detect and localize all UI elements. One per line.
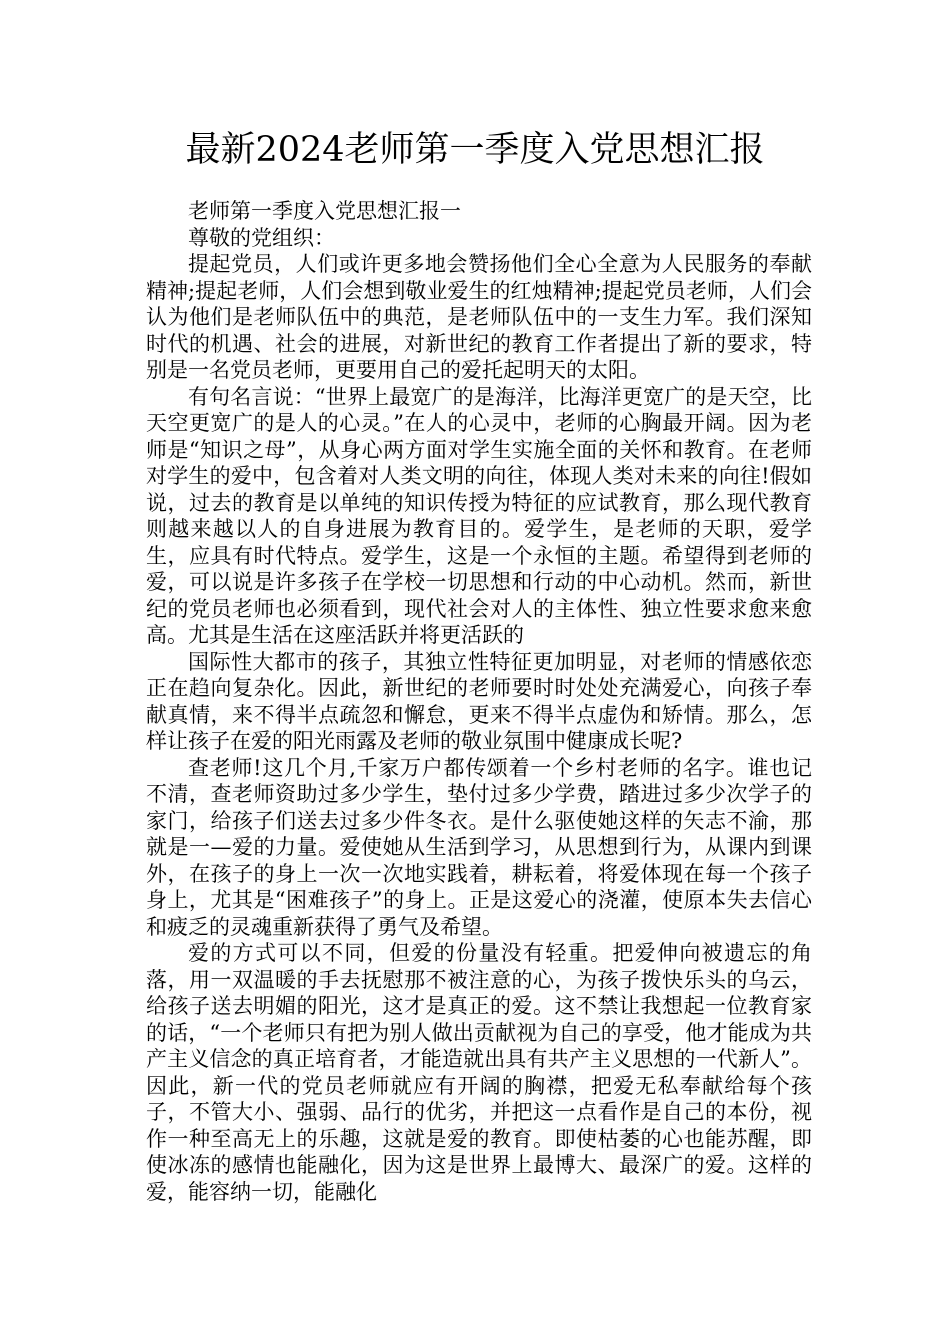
paragraph: 查老师!这几个月,千家万户都传颂着一个乡村老师的名字。谁也记不清，查老师资助过多少学生，垫付过多少学费，踏进过多少次学子的家门，给孩子们送去过多少件冬衣。是什么驱使她这样的矢志不渝，那就是一—爱的力量。爱使她从生活到学习，从思想到行为，从课内到课外，在孩子的身上一次一次地实践着，耕耘着，将爱体现在每一个孩子身上，尤其是“困难孩子”的身上。正是这爱心的浇灌，使原本失去信心和疲乏的灵魂重新获得了勇气及希望。 (146, 755, 812, 939)
document-body (146, 198, 812, 1205)
document-subtitle: 老师第一季度入党思想汇报一 (188, 199, 461, 223)
paragraph: 有句名言说：“世界上最宽广的是海洋，比海洋更宽广的是天空，比天空更宽广的是人的心灵。”在人的心灵中，老师的心胸最开阔。因为老师是“知识之母”，从身心两方面对学生实施全面的关怀和教育。在老师对学生的爱中，包含着对人类文明的向往，体现人类对未来的向往!假如说，过去的教育是以单纯的知识传授为特征的应试教育，那么现代教育则越来越以人的自身进展为教育目的。爱学生，是老师的天职，爱学生，应具有时代特点。爱学生，这是一个永恒的主题。希望得到老师的爱，可以说是许多孩子在学校一切思想和行动的中心动机。然而，新世纪的党员老师也必须看到，现代社会对人的主体性、独立性要求愈来愈高。尤其是生活在这座活跃并将更活跃的 (146, 384, 812, 647)
paragraph: 爱的方式可以不同，但爱的份量没有轻重。把爱伸向被遗忘的角落，用一双温暖的手去抚慰那不被注意的心，为孩子拨快乐头的乌云，给孩子送去明媚的阳光，这才是真正的爱。这不禁让我想起一位教育家的话，“一个老师只有把为别人做出贡献视为自己的享受，他才能成为共产主义信念的真正培育者，才能造就出具有共产主义思想的一代新人”。因此，新一代的党员老师就应有开阔的胸襟，把爱无私奉献给每个孩子，不管大小、强弱、品行的优劣，并把这一点看作是自己的本份，视作一种至高无上的乐趣，这就是爱的教育。即使枯萎的心也能苏醒，即使冰冻的感情也能融化，因为这是世界上最博大、最深广的爱。这样的爱，能容纳一切，能融化 (146, 941, 812, 1204)
salutation: 尊敬的党组织： (188, 225, 335, 250)
paragraph: 提起党员，人们或许更多地会赞扬他们全心全意为人民服务的奉献精神;提起老师，人们会想到敬业爱生的红烛精神;提起党员老师，人们会认为他们是老师队伍中的典范，是老师队伍中的一支生力军。我们深知时代的机遇、社会的进展，对新世纪的教育工作者提出了新的要求，特别是一名党员老师，更要用自己的爱托起明天的太阳。 (146, 252, 812, 382)
document-title: 最新2024老师第一季度入党思想汇报 (185, 130, 765, 170)
paragraph: 国际性大都市的孩子，其独立性特征更加明显，对老师的情感依恋正在趋向复杂化。因此，新世纪的老师要时时处处充满爱心，向孩子奉献真情，来不得半点疏忽和懈怠，更来不得半点虚伪和矫情。那么，怎样让孩子在爱的阳光雨露及老师的敬业氛围中健康成长呢? (146, 649, 812, 753)
